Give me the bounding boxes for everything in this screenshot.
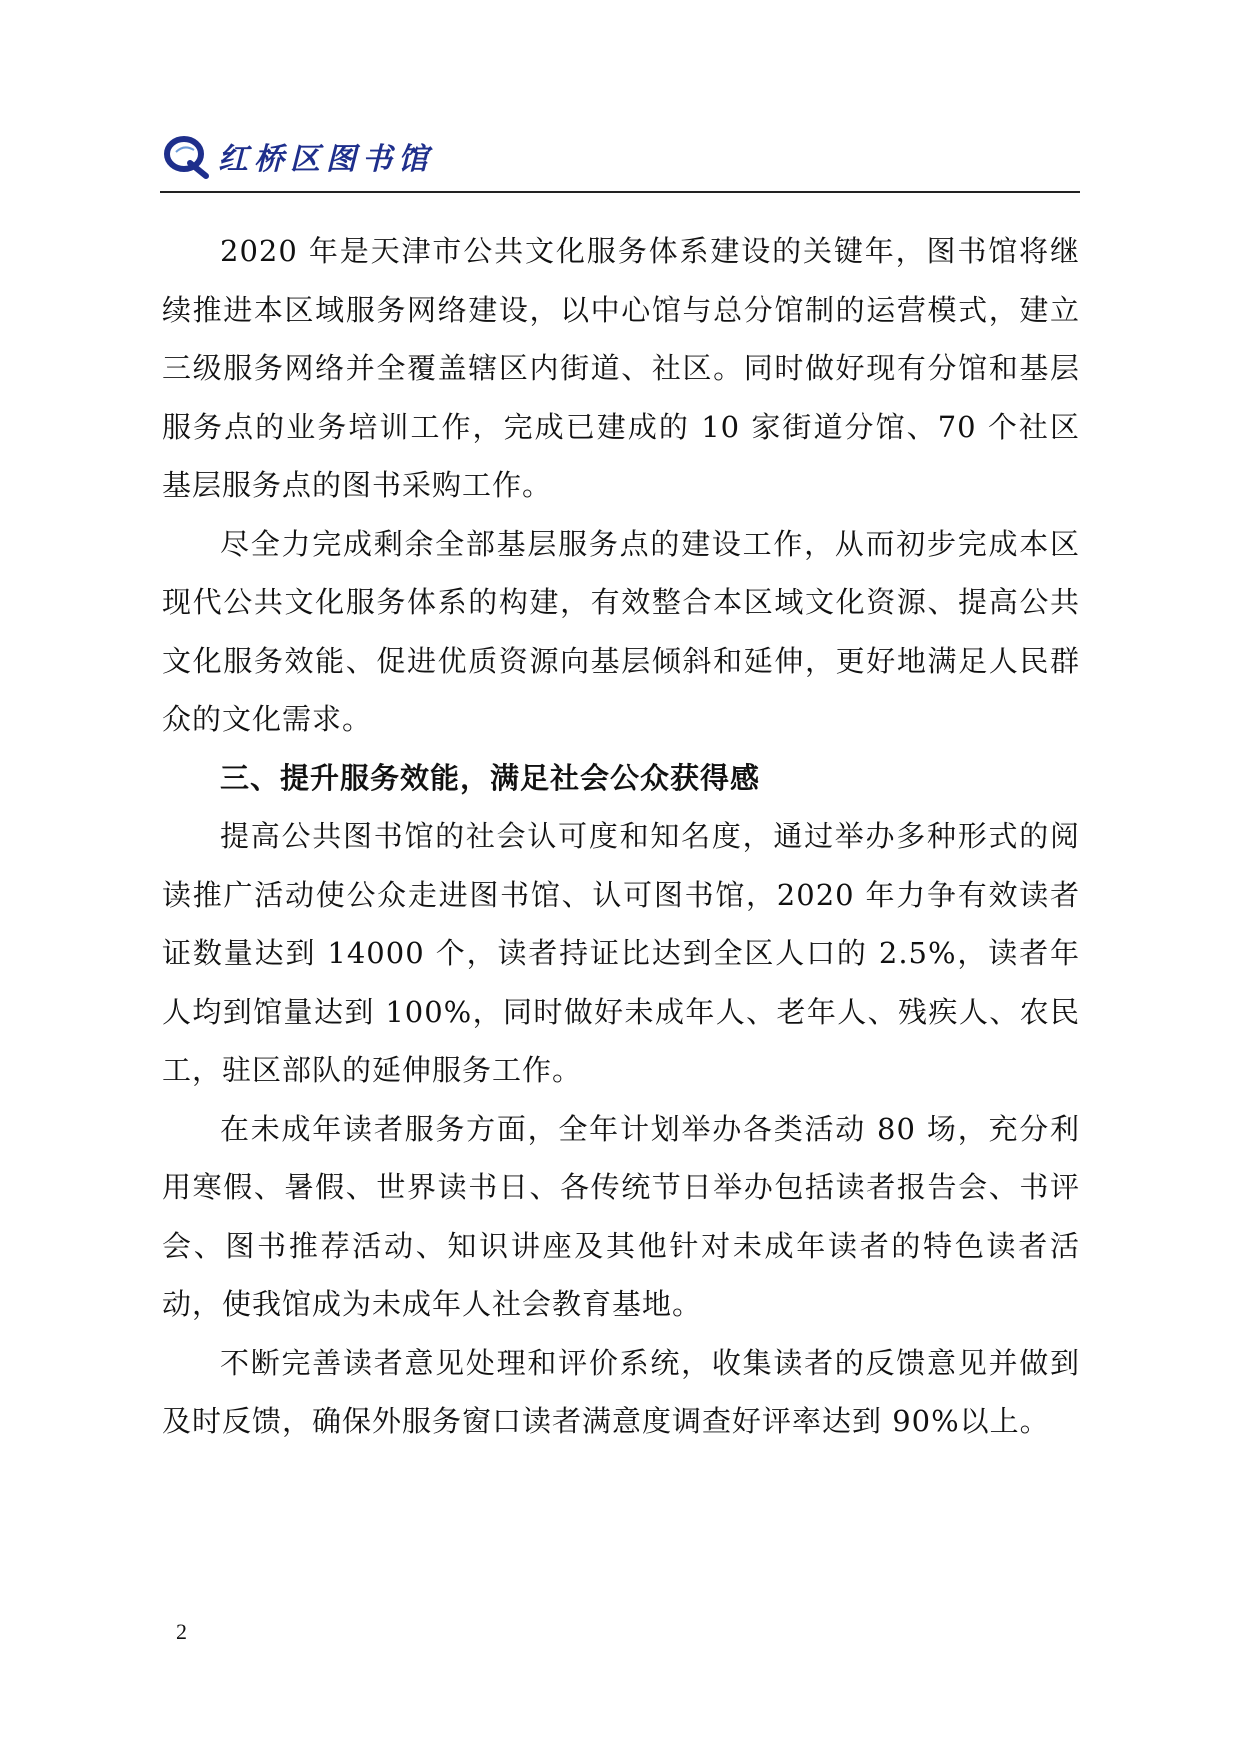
paragraph: 提高公共图书馆的社会认可度和知名度，通过举办多种形式的阅读推广活动使公众走进图书馆、认可图书馆，2020 年力争有效读者证数量达到 14000 个，读者持证比达到全区人口的 2.5%，读者年人均到馆量达到 100%，同时做好未成年人、老年人、残疾人、农民工，驻区部队的延伸服务工作。	[162, 819, 1080, 1087]
paragraph: 不断完善读者意见处理和评价系统，收集读者的反馈意见并做到及时反馈，确保外服务窗口读者满意度调查好评率达到 90%以上。	[162, 1345, 1080, 1438]
document-body	[162, 222, 1080, 1451]
section-heading: 三、提升服务效能，满足社会公众获得感	[220, 760, 761, 795]
paragraph: 2020 年是天津市公共文化服务体系建设的关键年，图书馆将继续推进本区域服务网络建设，以中心馆与总分馆制的运营模式，建立三级服务网络并全覆盖辖区内街道、社区。同时做好现有分馆和基层服务点的业务培训工作，完成已建成的 10 家街道分馆、70 个社区基层服务点的图书采购工作。	[162, 234, 1080, 502]
library-logo-icon	[160, 130, 212, 182]
paragraph: 尽全力完成剩余全部基层服务点的建设工作，从而初步完成本区现代公共文化服务体系的构建，有效整合本区域文化资源、提高公共文化服务效能、促进优质资源向基层倾斜和延伸，更好地满足人民群众的文化需求。	[162, 526, 1080, 736]
page-header	[160, 128, 1080, 188]
library-name: 红桥区图书馆	[218, 142, 434, 177]
page-number: 2	[176, 1619, 187, 1644]
paragraph: 在未成年读者服务方面，全年计划举办各类活动 80 场，充分利用寒假、暑假、世界读书日、各传统节日举办包括读者报告会、书评会、图书推荐活动、知识讲座及其他针对未成年读者的特色读者活动，使我馆成为未成年人社会教育基地。	[162, 1111, 1080, 1321]
header-divider	[160, 191, 1080, 193]
